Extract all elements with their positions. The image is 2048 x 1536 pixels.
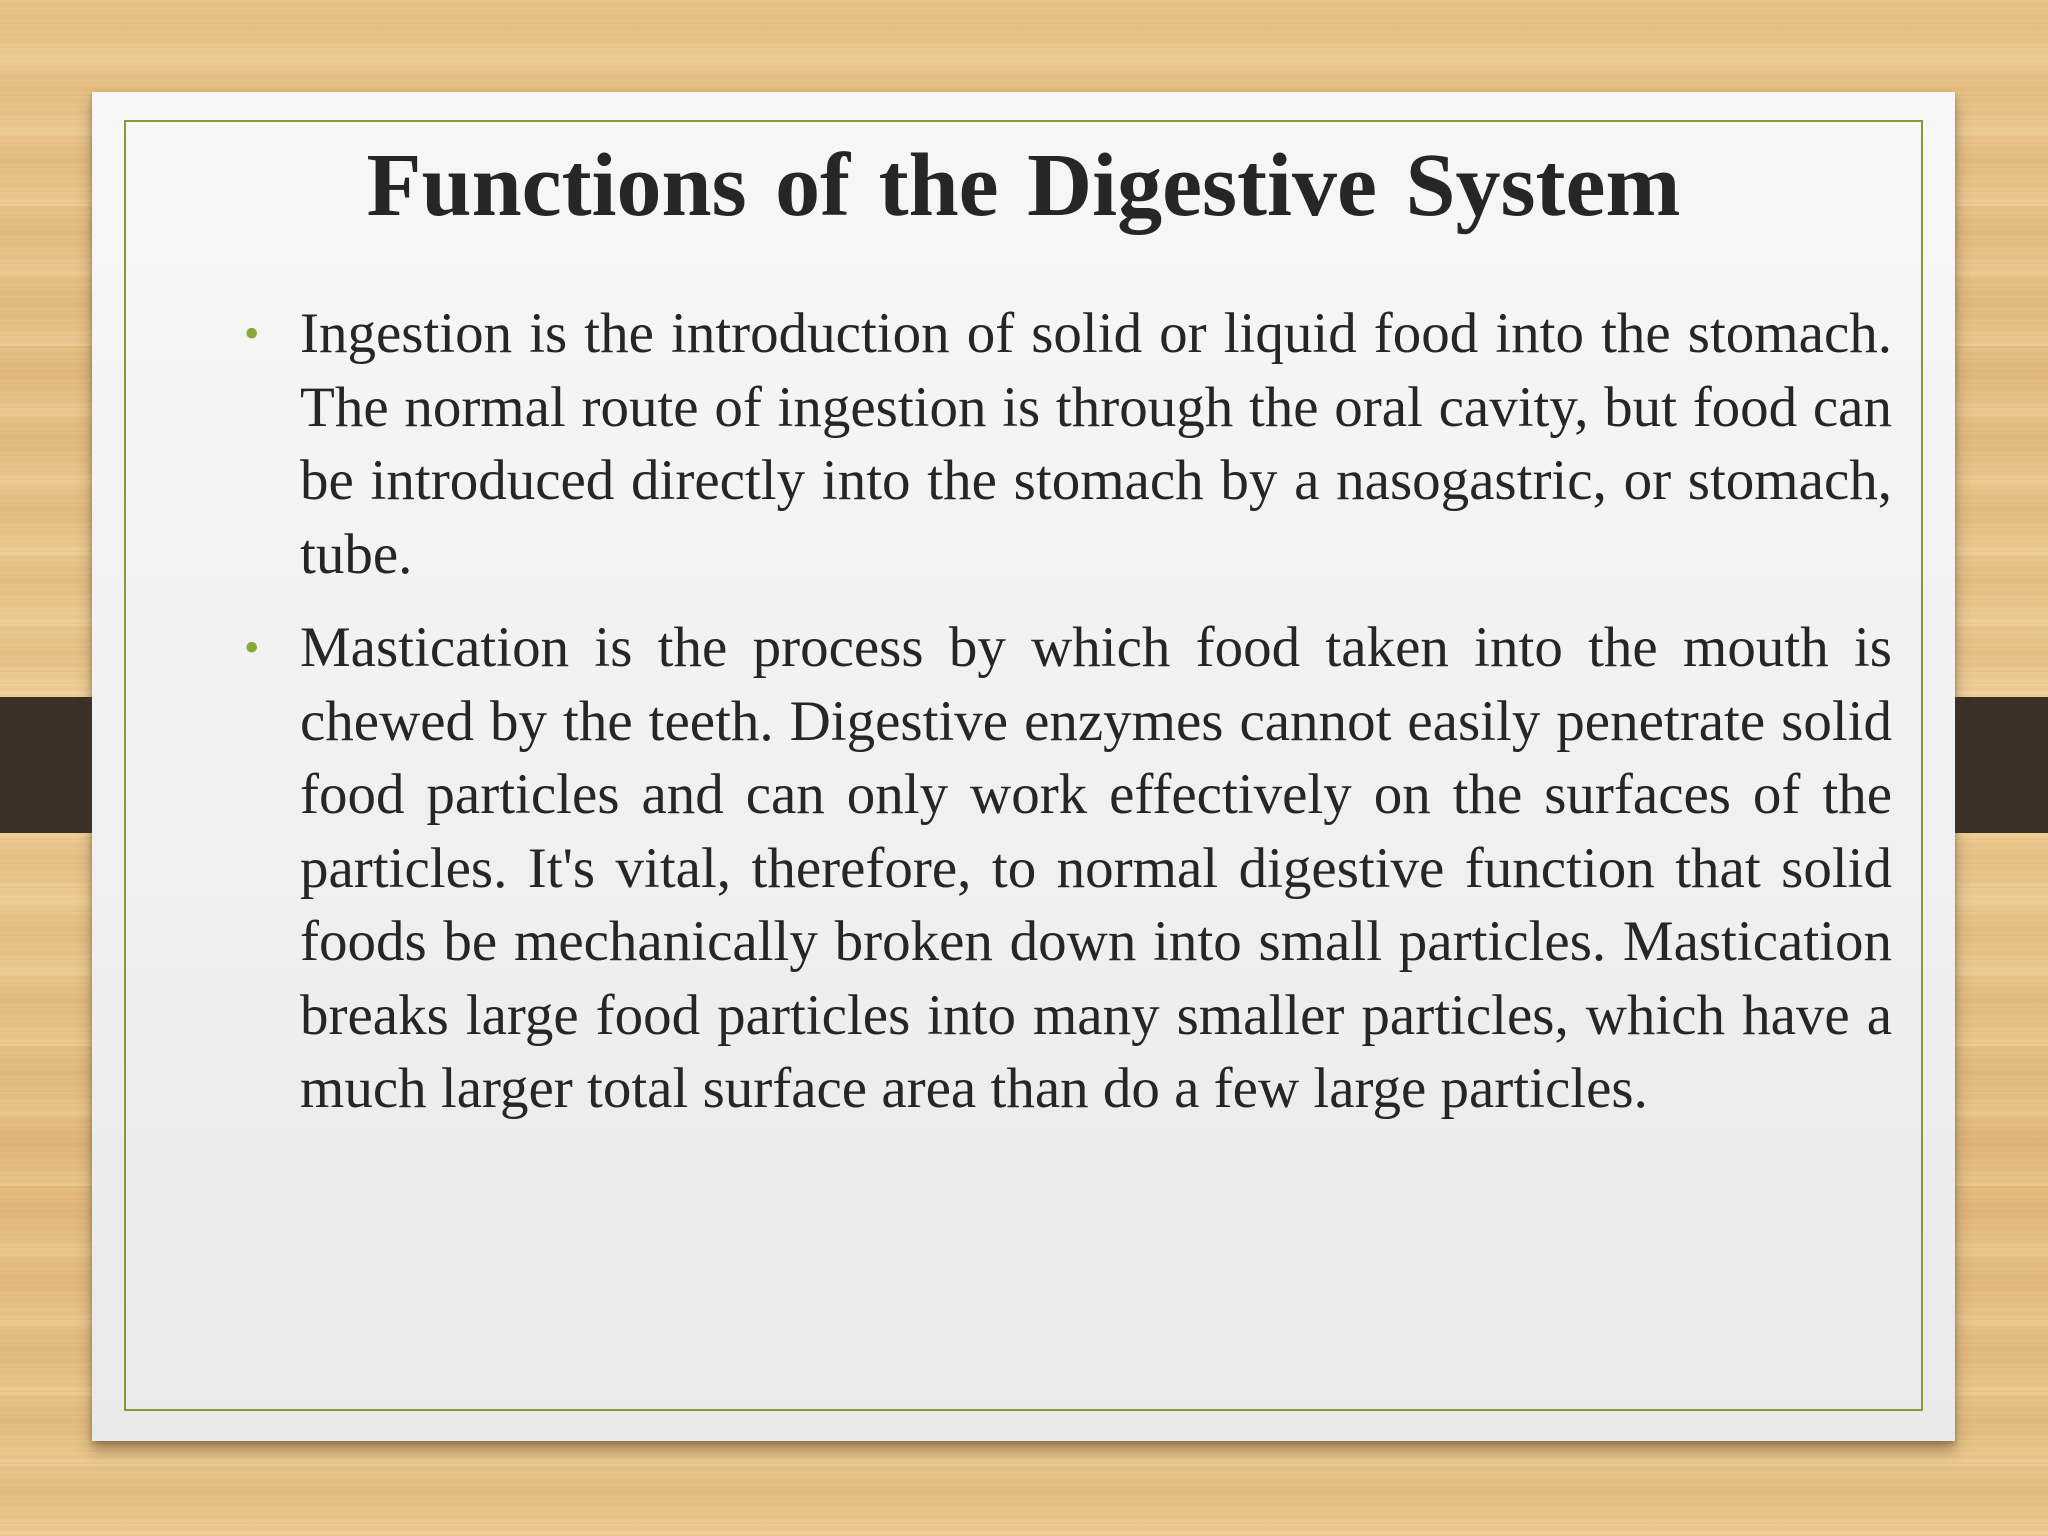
bullet-marker-icon: • xyxy=(244,623,260,672)
bullet-text-mastication: Mastication is the process by which food taken into the mouth is chewed by the teeth. Digestive enzymes cannot easily penetrate solid food particles and can only work effectively on the surfaces of the particles. It's vital, therefore, to normal digestive function that solid foods be mechanically broken down into small particles. Mastication breaks large food particles into many smaller particles, which have a much larger total surface area than do a few large particles. xyxy=(300,616,1892,1120)
bullet-item-mastication xyxy=(244,611,1892,1126)
slide-paper xyxy=(92,92,1955,1441)
bullet-list xyxy=(244,297,1892,1146)
bullet-marker-icon: • xyxy=(244,309,260,358)
bullet-text-ingestion: Ingestion is the introduction of solid or liquid food into the stomach. The normal route of ingestion is through the oral cavity, but food can be introduced directly into the stomach by a nasogastric, or stomach, tube. xyxy=(300,302,1892,586)
bullet-item-ingestion xyxy=(244,297,1892,591)
slide-title: Functions of the Digestive System xyxy=(366,136,1681,235)
